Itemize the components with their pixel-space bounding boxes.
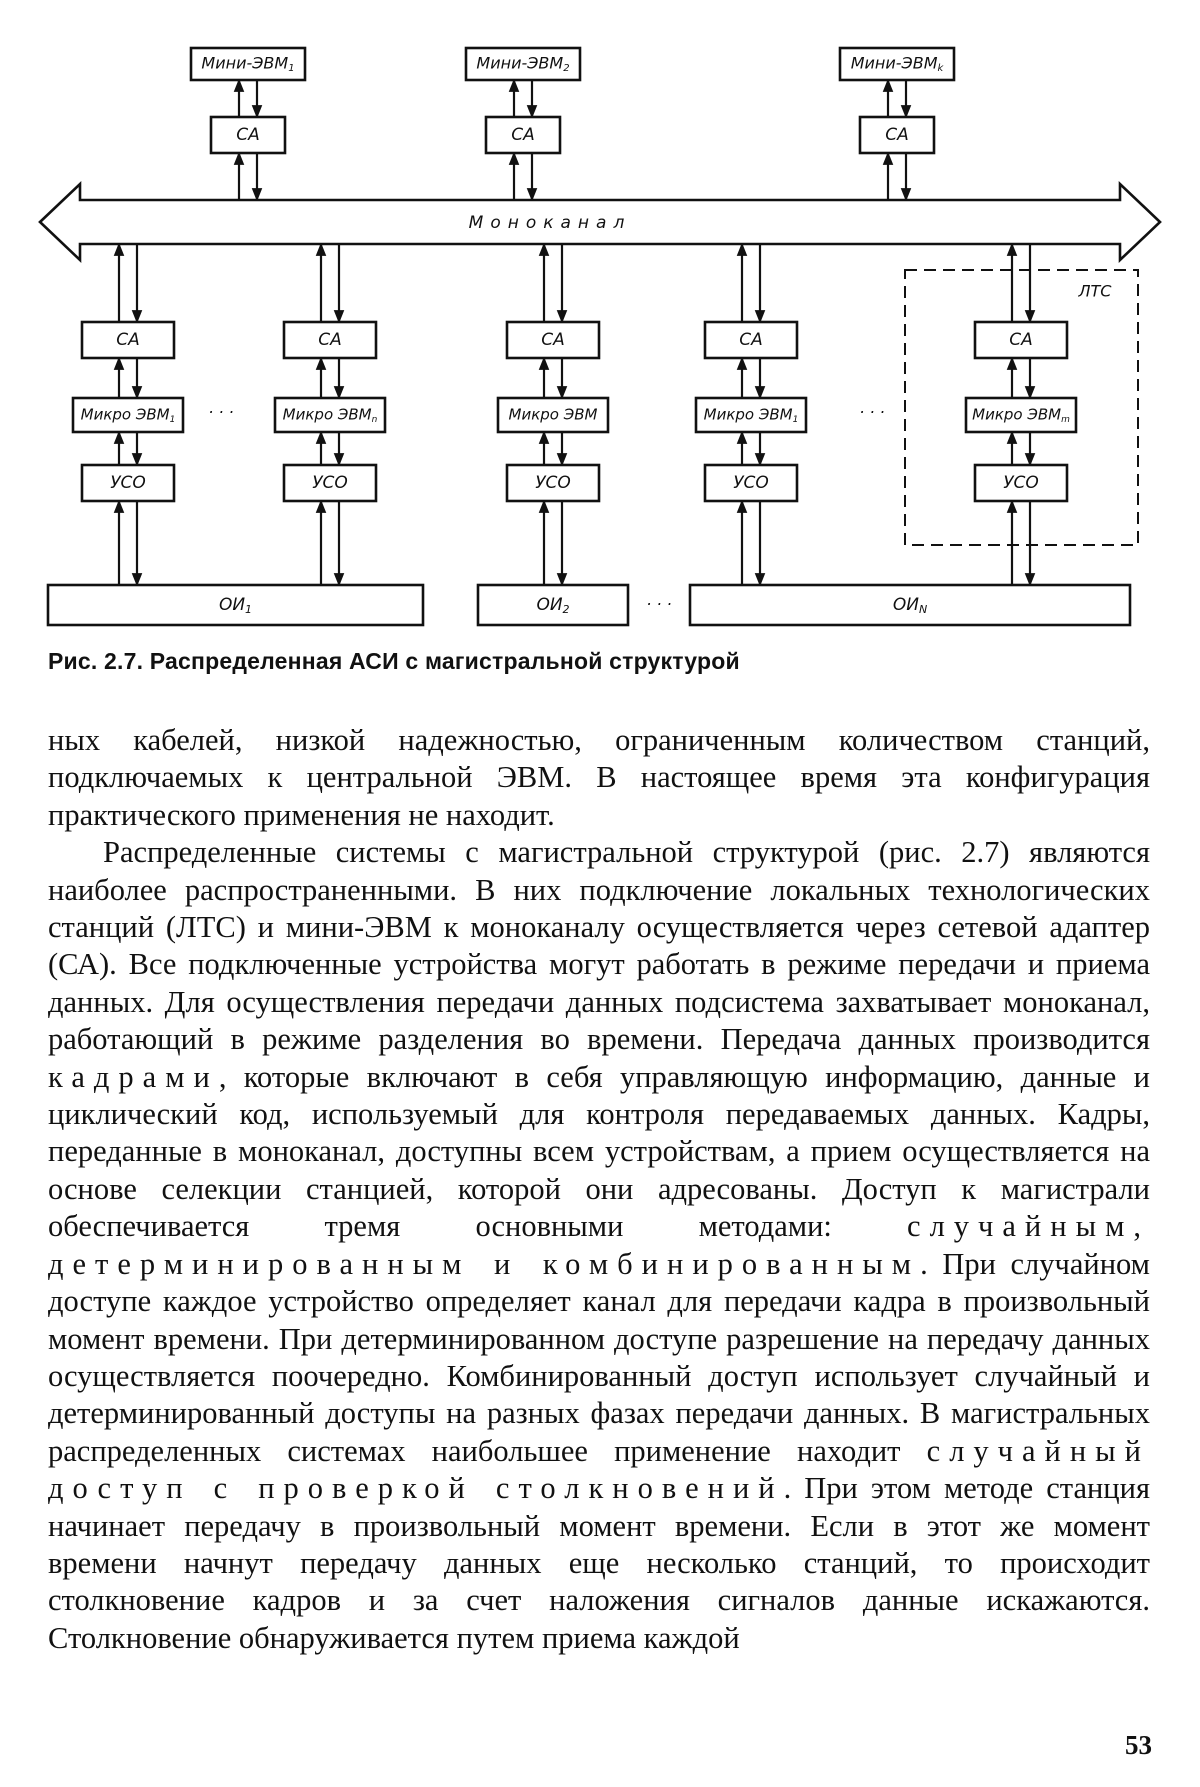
io-device-label: УСО [1003, 473, 1039, 493]
paragraph-2 [48, 834, 1150, 1657]
figure-caption: Рис. 2.7. Распределенная АСИ с магистральной структурой [48, 648, 740, 674]
micro-computer-label: Микро $ЭВМ_1$ [703, 405, 799, 425]
micro-computer-label: Микро $ЭВМ_n$ [282, 405, 378, 425]
io-device-label: УСО [312, 473, 348, 493]
network-adapter-label: СА [116, 330, 140, 350]
network-adapter-label: СА [236, 125, 260, 145]
page-number: 53 [1125, 1730, 1152, 1760]
ellipsis-label: · · · [859, 402, 885, 422]
micro-computer-label: Микро ЭВМ [508, 405, 598, 424]
io-device-label: УСО [733, 473, 769, 493]
ellipsis-label: · · · [646, 594, 672, 614]
controlled-object-label: $ОИ_N$ [892, 595, 928, 616]
paragraph-2-part-d: . При этом методе станция начинает передачу в произвольный момент времени. Если в этот же момент времени начнут передачу данных еще несколько станций, то происходит столкновение кадров и за счет наложения сигналов данные искажаются. Столкновение обнаруживается путем приема каждой [48, 1471, 1150, 1655]
monochannel-label: Моноканал [468, 213, 632, 233]
mini-computer-label: Мини-$ЭВМ_k$ [850, 53, 944, 74]
paragraph-2-part-a: Распределенные системы с магистральной структурой (рис. 2.7) являются наиболее распространенными. В них подключение локальных технологических станций (ЛТС) и мини-ЭВМ к моноканалу осуществляется через сетевой адаптер (СА). Все подключенные устройства могут работать в режиме передачи и приема данных. Для осуществления передачи данных подсистема захватывает моноканал, работающий в режиме разделения во времени. Передача данных производится [48, 835, 1150, 1057]
controlled-object-label: $ОИ_1$ [218, 595, 253, 616]
term-access-methods: случайным, детерминированным и комбинированным [48, 1209, 1150, 1281]
figure-2-7-diagram [0, 0, 1200, 640]
network-adapter-label: СА [885, 125, 909, 145]
io-device-label: УСО [110, 473, 146, 493]
mini-computer-label: Мини-$ЭВМ_2$ [476, 53, 570, 74]
controlled-object-label: $ОИ_2$ [536, 595, 570, 616]
network-adapter-label: СА [511, 125, 535, 145]
mini-computer-label: Мини-$ЭВМ_1$ [201, 53, 295, 74]
body-text [48, 722, 1150, 1657]
paragraph-1: ных кабелей, низкой надежностью, ограниченным количеством станций, подключаемых к центральной ЭВМ. В настоящее время эта конфигурация практического применения не находит. [48, 723, 1150, 832]
io-device-label: УСО [535, 473, 571, 493]
term-frames: кадрами [48, 1059, 219, 1094]
micro-computer-label: Микро $ЭВМ_m$ [972, 405, 1070, 425]
network-adapter-label: СА [318, 330, 342, 350]
lts-label: ЛТС [1078, 281, 1112, 301]
term-collision-access: случайный доступ с проверкой столкновений [48, 1433, 1150, 1506]
network-adapter-label: СА [541, 330, 565, 350]
ellipsis-label: · · · [208, 402, 234, 422]
paragraph-2-part-b: , которые включают в себя управляющую информацию, данные и циклический код, используемый для контроля передаваемых данных. Кадры, переданные в моноканал, доступны всем устройствам, а прием осуществляется на основе селекции станцией, которой они адресованы. Доступ к магистрали обеспечивается тремя основными методами: [48, 1059, 1150, 1244]
paragraph-2-part-c: . При случайном доступе каждое устройство определяет канал для передачи кадра в произвольный момент времени. При детерминированном доступе разрешение на передачу данных осуществляется поочередно. Комбинированный доступ использует случайный и детерминированный доступы на разных фазах передачи данных. В магистральных распределенных системах наибольшее применение находит [48, 1246, 1150, 1468]
network-adapter-label: СА [1009, 330, 1033, 350]
micro-computer-label: Микро $ЭВМ_1$ [80, 405, 176, 425]
network-adapter-label: СА [739, 330, 763, 350]
